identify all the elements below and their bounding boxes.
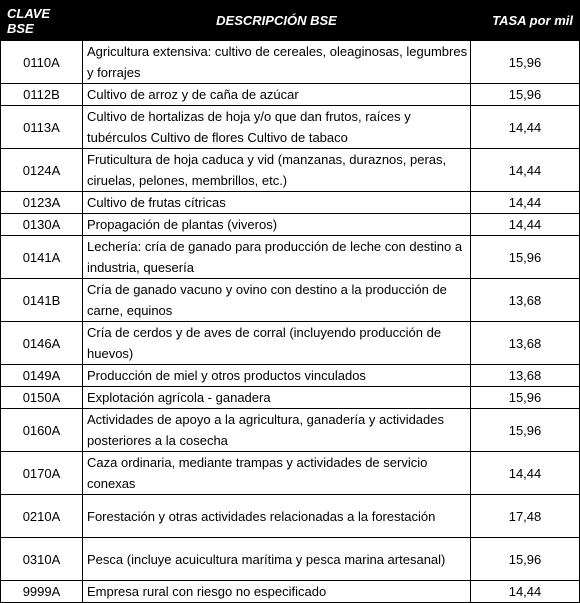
table-row bbox=[1, 279, 580, 322]
cell-descripcion: Actividades de apoyo a la agricultura, ganadería y actividades posteriores a la cosecha bbox=[83, 409, 471, 452]
cell-descripcion: Cría de cerdos y de aves de corral (incluyendo producción de huevos) bbox=[83, 322, 471, 365]
cell-tasa: 14,44 bbox=[471, 192, 580, 214]
header-descripcion: DESCRIPCIÓN BSE bbox=[83, 1, 471, 41]
cell-clave: 0146A bbox=[1, 322, 83, 365]
cell-tasa: 14,44 bbox=[471, 581, 580, 603]
table-row bbox=[1, 538, 580, 581]
cell-clave: 0150A bbox=[1, 387, 83, 409]
table-row bbox=[1, 236, 580, 279]
header-tasa: TASA por mil bbox=[471, 1, 580, 41]
table-row bbox=[1, 41, 580, 84]
cell-clave: 0113A bbox=[1, 106, 83, 149]
cell-clave: 0110A bbox=[1, 41, 83, 84]
cell-descripcion: Cultivo de hortalizas de hoja y/o que dan frutos, raíces y tubérculos Cultivo de flores Cultivo de tabaco bbox=[83, 106, 471, 149]
cell-descripcion: Fruticultura de hoja caduca y vid (manzanas, duraznos, peras, ciruelas, pelones, membrillos, etc.) bbox=[83, 149, 471, 192]
cell-tasa: 15,96 bbox=[471, 236, 580, 279]
table-row bbox=[1, 214, 580, 236]
cell-descripcion: Agricultura extensiva: cultivo de cereales, oleaginosas, legumbres y forrajes bbox=[83, 41, 471, 84]
cell-clave: 0149A bbox=[1, 365, 83, 387]
table-header bbox=[1, 1, 580, 41]
table-row bbox=[1, 387, 580, 409]
cell-tasa: 13,68 bbox=[471, 322, 580, 365]
cell-descripcion: Forestación y otras actividades relacionadas a la forestación bbox=[83, 495, 471, 538]
cell-descripcion: Empresa rural con riesgo no especificado bbox=[83, 581, 471, 603]
cell-clave: 0124A bbox=[1, 149, 83, 192]
table-row bbox=[1, 149, 580, 192]
cell-descripcion: Propagación de plantas (viveros) bbox=[83, 214, 471, 236]
cell-tasa: 13,68 bbox=[471, 279, 580, 322]
header-clave: CLAVE BSE bbox=[1, 1, 83, 41]
cell-clave: 0310A bbox=[1, 538, 83, 581]
cell-descripcion: Producción de miel y otros productos vinculados bbox=[83, 365, 471, 387]
cell-descripcion: Lechería: cría de ganado para producción de leche con destino a industria, quesería bbox=[83, 236, 471, 279]
cell-descripcion: Cultivo de arroz y de caña de azúcar bbox=[83, 84, 471, 106]
cell-descripcion: Cultivo de frutas cítricas bbox=[83, 192, 471, 214]
header-row bbox=[1, 1, 580, 41]
cell-tasa: 15,96 bbox=[471, 538, 580, 581]
cell-tasa: 13,68 bbox=[471, 365, 580, 387]
cell-tasa: 14,44 bbox=[471, 452, 580, 495]
cell-clave: 9999A bbox=[1, 581, 83, 603]
cell-clave: 0112B bbox=[1, 84, 83, 106]
cell-descripcion: Pesca (incluye acuicultura marítima y pesca marina artesanal) bbox=[83, 538, 471, 581]
table-row bbox=[1, 322, 580, 365]
table-row bbox=[1, 452, 580, 495]
cell-tasa: 14,44 bbox=[471, 106, 580, 149]
table-row bbox=[1, 192, 580, 214]
cell-descripcion: Caza ordinaria, mediante trampas y actividades de servicio conexas bbox=[83, 452, 471, 495]
table-row bbox=[1, 409, 580, 452]
cell-clave: 0160A bbox=[1, 409, 83, 452]
cell-clave: 0123A bbox=[1, 192, 83, 214]
cell-clave: 0170A bbox=[1, 452, 83, 495]
cell-tasa: 14,44 bbox=[471, 214, 580, 236]
cell-tasa: 15,96 bbox=[471, 387, 580, 409]
cell-tasa: 17,48 bbox=[471, 495, 580, 538]
cell-tasa: 15,96 bbox=[471, 409, 580, 452]
cell-clave: 0141A bbox=[1, 236, 83, 279]
table-row bbox=[1, 495, 580, 538]
cell-descripcion: Cría de ganado vacuno y ovino con destino a la producción de carne, equinos bbox=[83, 279, 471, 322]
table-row bbox=[1, 581, 580, 603]
cell-descripcion: Explotación agrícola - ganadera bbox=[83, 387, 471, 409]
table-row bbox=[1, 106, 580, 149]
cell-tasa: 15,96 bbox=[471, 84, 580, 106]
cell-tasa: 15,96 bbox=[471, 41, 580, 84]
table-row bbox=[1, 365, 580, 387]
table-row bbox=[1, 84, 580, 106]
cell-tasa: 14,44 bbox=[471, 149, 580, 192]
cell-clave: 0130A bbox=[1, 214, 83, 236]
cell-clave: 0141B bbox=[1, 279, 83, 322]
table-body bbox=[1, 41, 580, 603]
cell-clave: 0210A bbox=[1, 495, 83, 538]
